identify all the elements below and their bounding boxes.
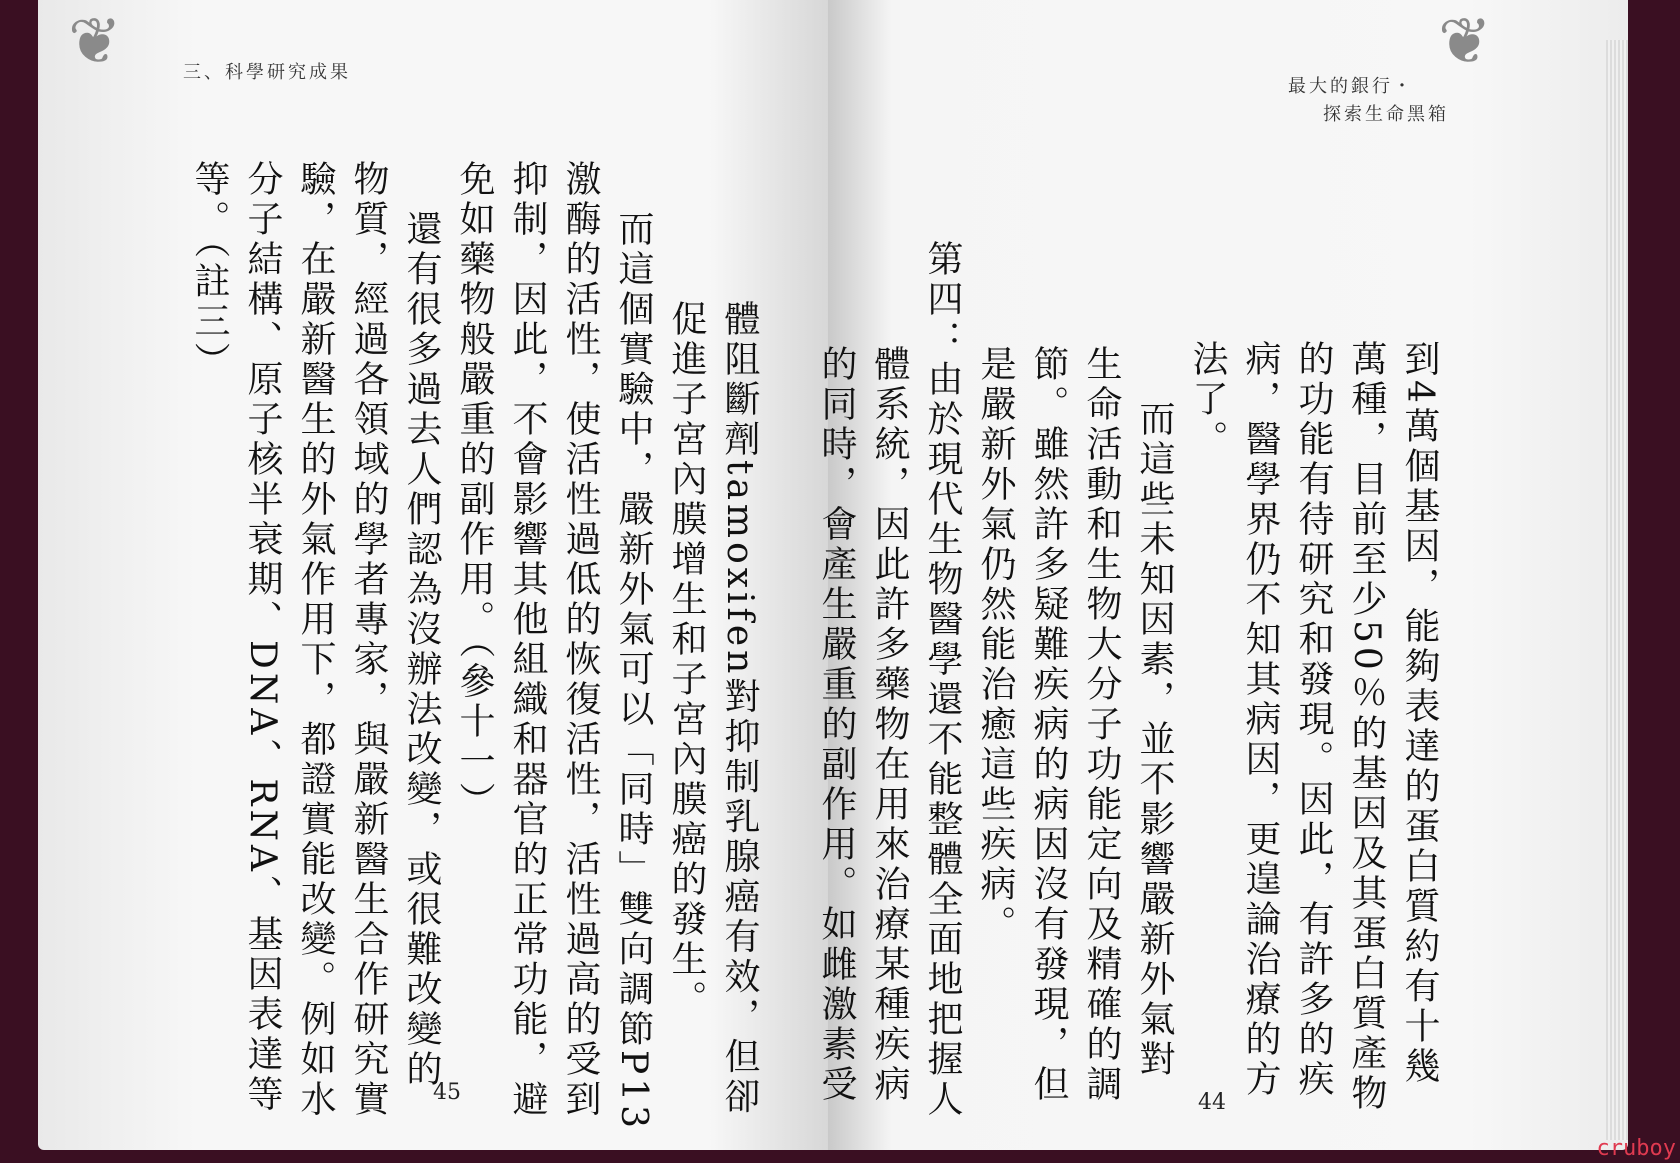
right-page [816,0,1628,1150]
right-col-5: 法了。 [1187,340,1228,460]
right-col-12: 的同時，會產生嚴重的副作用。如雌激素受 [816,345,857,1105]
floral-ornament-icon: ❦ [68,5,122,79]
left-col-1: 體阻斷劑tamoxifen對抑制乳腺癌有效，但卻 [719,300,760,1118]
left-page-header: 三、科學研究成果 [183,62,351,83]
right-page-header-line2: 探索生命黑箱 [1323,104,1449,125]
left-page-number: 45 [433,1080,461,1105]
page-edge [1606,40,1628,1140]
right-col-10: 第四：由於現代生物醫學還不能整體全面地把握人 [922,240,963,1120]
right-col-3: 的功能有待研究和發現。因此，有許多的疾 [1293,340,1334,1100]
open-book [38,0,1628,1163]
right-col-1: 到4萬個基因，能夠表達的蛋白質約有十幾 [1399,340,1440,1087]
right-col-2: 萬種，目前至少50％的基因及其蛋白質產物 [1346,340,1387,1114]
left-col-8: 物質，經過各領域的學者專家，與嚴新醫生合作研究實 [348,160,389,1120]
right-col-11: 體系統，因此許多藥物在用來治療某種疾病 [869,345,910,1105]
floral-ornament-icon: ❦ [1438,5,1492,79]
right-col-4: 病，醫學界仍不知其病因，更遑論治療的方 [1240,340,1281,1100]
left-col-6: 免如藥物般嚴重的副作用。（參十一） [454,160,495,822]
left-col-9: 驗，在嚴新醫生的外氣作用下，都證實能改變。例如水 [295,160,336,1120]
left-col-11: 等。（註三） [189,160,230,382]
left-col-10: 分子結構、原子核半衰期、DNA、RNA、基因表達等 [242,160,283,1115]
left-col-7: 還有很多過去人們認為沒辦法改變，或很難改變的 [401,210,442,1090]
left-col-5: 抑制，因此，不會影響其他組織和器官的正常功能，避 [507,160,548,1120]
right-col-7: 生命活動和生物大分子功能定向及精確的調 [1081,345,1122,1105]
right-col-8: 節。雖然許多疑難疾病的病因沒有發現，但 [1028,345,1069,1105]
right-page-number: 44 [1198,1090,1226,1115]
left-col-2: 促進子宮內膜增生和子宮內膜癌的發生。 [666,300,707,1020]
left-col-3: 而這個實驗中，嚴新外氣可以「同時」雙向調節P13 [613,210,654,1133]
watermark: cruboy [1596,1136,1676,1161]
right-col-9: 是嚴新外氣仍然能治癒這些疾病。 [975,345,1016,945]
right-page-header-line1: 最大的銀行・ [1288,76,1414,97]
left-page [38,0,828,1150]
left-col-4: 激酶的活性，使活性過低的恢復活性，活性過高的受到 [560,160,601,1120]
right-col-6: 而這些未知因素，並不影響嚴新外氣對 [1134,400,1175,1080]
